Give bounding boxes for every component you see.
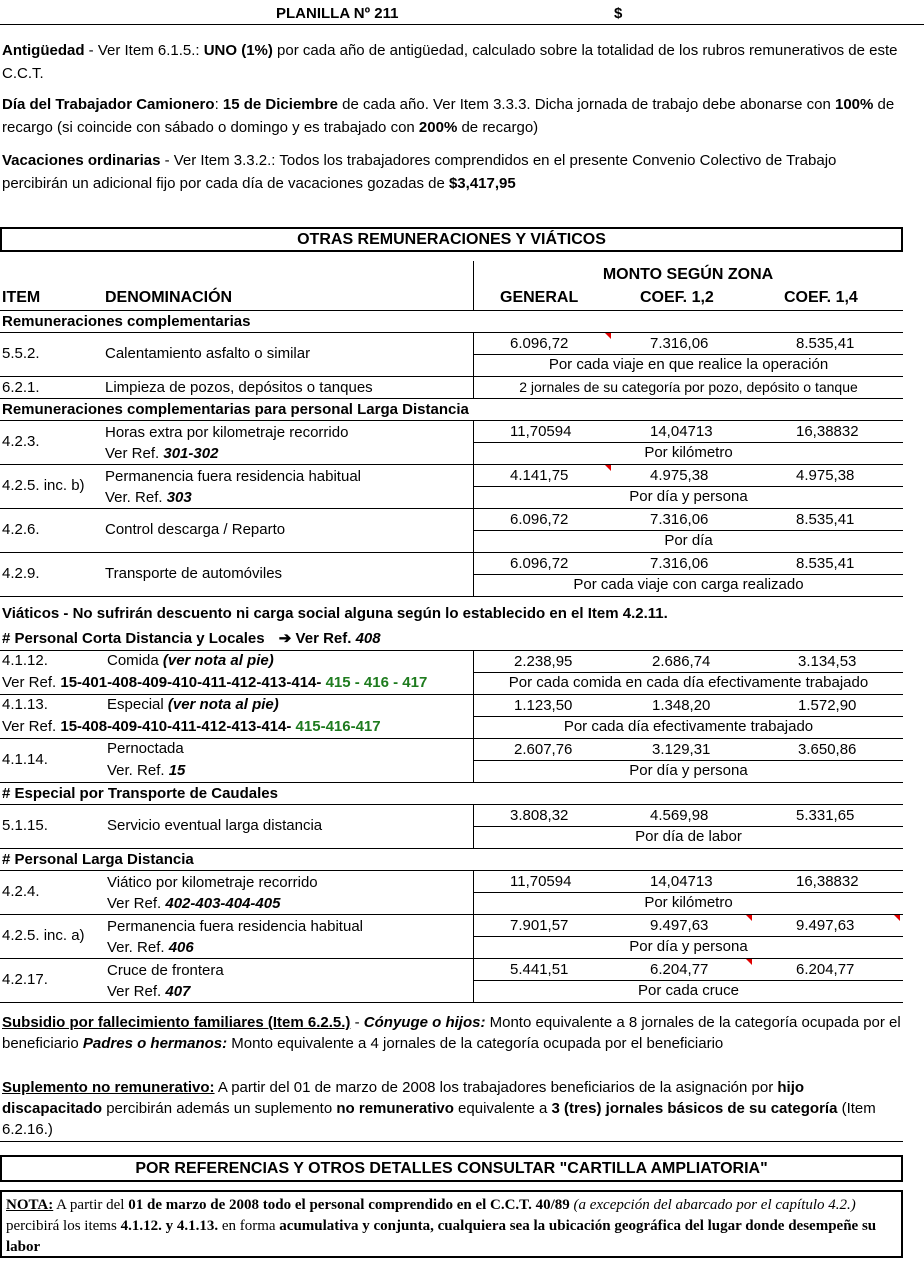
table-row: 4.1.14. Pernoctada Ver. Ref. 15 2.607,76 3.129,31 3.650,86 Por día y persona [0,739,903,783]
comment-marker[interactable] [605,465,611,471]
pld-section-title: # Personal Larga Distancia [0,849,903,871]
table-row: 4.2.6. Control descarga / Reparto 6.096,72 7.316,06 8.535,41 Por día [0,509,903,553]
vacaciones-label: Vacaciones ordinarias [2,152,161,169]
viaticos-title: Viáticos - No sufrirán descuento ni carga social alguna según lo establecido en el Item 4.2.11. [2,605,668,622]
table-row: 4.1.12. Comida (ver nota al pie) Ver Ref. 15-401-408-409-410-411-412-413-414- 415 - 416 - 417 2.238,95 2.686,74 3.134,53 Por cada comida en cada día efectivamente trabajado [0,651,903,695]
general-header: GENERAL [500,289,579,306]
item-header: ITEM [2,289,41,306]
table-row: 4.1.13. Especial (ver nota al pie) Ver Ref. 15-408-409-410-411-412-413-414- 415-416-417 1.123,50 1.348,20 1.572,90 Por cada día efectivamente trabajado [0,695,903,739]
table-row: 4.2.5. inc. a) Permanencia fuera residencia habitual Ver. Ref. 406 7.901,57 9.497,63 9.497,63 Por día y persona [0,915,903,959]
currency-symbol: $ [614,5,623,22]
comment-marker[interactable] [746,959,752,965]
divider [0,1141,903,1142]
table-row: 5.1.15. Servicio eventual larga distancia 3.808,32 4.569,98 5.331,65 Por día de labor [0,805,903,849]
suplemento-label: Suplemento no remunerativo: [2,1079,215,1096]
table-row: 4.2.9. Transporte de automóviles 6.096,72 7.316,06 8.535,41 Por cada viaje con carga realizado [0,553,903,597]
table-row: 6.2.1. Limpieza de pozos, depósitos o tanques 2 jornales de su categoría por pozo, depósito o tanque [0,377,903,399]
otras-remuneraciones-banner: OTRAS REMUNERACIONES Y VIÁTICOS [0,227,903,252]
antiguedad-label: Antigüedad [2,42,85,59]
planilla-header [0,4,924,24]
caudales-section-title: # Especial por Transporte de Caudales [0,783,903,805]
header-rule [0,24,924,25]
dia-camionero-paragraph: Día del Trabajador Camionero: 15 de Diciembre de cada año. Ver Item 3.3.3. Dicha jornada de trabajo debe abonarse con 100% de recargo (si coincide con sábado o domingo y es trabajado con 200% de recargo) [2,96,895,136]
planilla-title: PLANILLA Nº 211 [276,5,399,22]
monto-header: MONTO SEGÚN ZONA [602,266,774,283]
subsidio-label: Subsidio por fallecimiento familiares (Item 6.2.5.) [2,1014,351,1031]
antiguedad-paragraph: Antigüedad - Ver Item 6.1.5.: UNO (1%) por cada año de antigüedad, calculado sobre la totalidad de los rubros remunerativos de este C.C.T. [2,42,898,82]
comment-marker[interactable] [605,333,611,339]
comment-marker[interactable] [894,915,900,921]
remuneraciones-section-title: Remuneraciones complementarias [0,311,903,333]
referencias-banner: POR REFERENCIAS Y OTROS DETALLES CONSULTAR "CARTILLA AMPLIATORIA" [0,1155,903,1182]
remuneraciones-table [0,261,903,1003]
table-row: 5.5.2. Calentamiento asfalto o similar 6.096,72 7.316,06 8.535,41 Por cada viaje en que realice la operación [0,333,903,377]
nota-label: NOTA: [6,1197,54,1213]
subsidio-paragraph: Subsidio por fallecimiento familiares (Item 6.2.5.) - Cónyuge o hijos: Monto equivalente a 8 jornales de la categoría ocupada por el beneficiario Padres o hermanos: Monto equivalente a 4 jornales de la categoría ocupada por el beneficiario [2,1014,901,1052]
table-row: 4.2.4. Viático por kilometraje recorrido Ver Ref. 402-403-404-405 11,70594 14,04713 16,38832 Por kilómetro [0,871,903,915]
arrow-right-icon: ➔ [278,630,292,647]
table-row: 4.2.5. inc. b) Permanencia fuera residencia habitual Ver. Ref. 303 4.141,75 4.975,38 4.975,38 Por día y persona [0,465,903,509]
coef14-header: COEF. 1,4 [784,289,858,306]
table-row: 4.2.17. Cruce de frontera Ver Ref. 407 5.441,51 6.204,77 6.204,77 Por cada cruce [0,959,903,1003]
corta-distancia-section-title: # Personal Corta Distancia y Locales ➔ Ver Ref. 408 [0,627,903,651]
denominacion-header: DENOMINACIÓN [105,289,233,306]
suplemento-paragraph: Suplemento no remunerativo: A partir del 01 de marzo de 2008 los trabajadores beneficiarios de la asignación por hijo discapacitado percibirán además un suplemento no remunerativo equivalente a 3 (tres) jornales básicos de su categoría (Item 6.2.16.) [2,1079,876,1138]
dia-label: Día del Trabajador Camionero [2,96,215,113]
table-header [0,261,903,311]
vacaciones-paragraph: Vacaciones ordinarias - Ver Item 3.3.2.: Todos los trabajadores comprendidos en el presente Convenio Colectivo de Trabajo percibirán un adicional fijo por cada día de vacaciones gozadas de $3,417,95 [2,152,837,192]
nota-box: NOTA: A partir del 01 de marzo de 2008 todo el personal comprendido en el C.C.T. 40/89 (a excepción del abarcado por el capítulo 4.2.) percibirá los items 4.1.12. y 4.1.13. en forma acumulativa y conjunta, cualquiera sea la ubicación geográfica del lugar donde desempeñe su labor [0,1190,903,1258]
coef12-header: COEF. 1,2 [640,289,714,306]
table-row: 4.2.3. Horas extra por kilometraje recorrido Ver Ref. 301-302 11,70594 14,04713 16,38832 Por kilómetro [0,421,903,465]
comment-marker[interactable] [746,915,752,921]
larga-distancia-section-title: Remuneraciones complementarias para personal Larga Distancia [0,399,903,421]
